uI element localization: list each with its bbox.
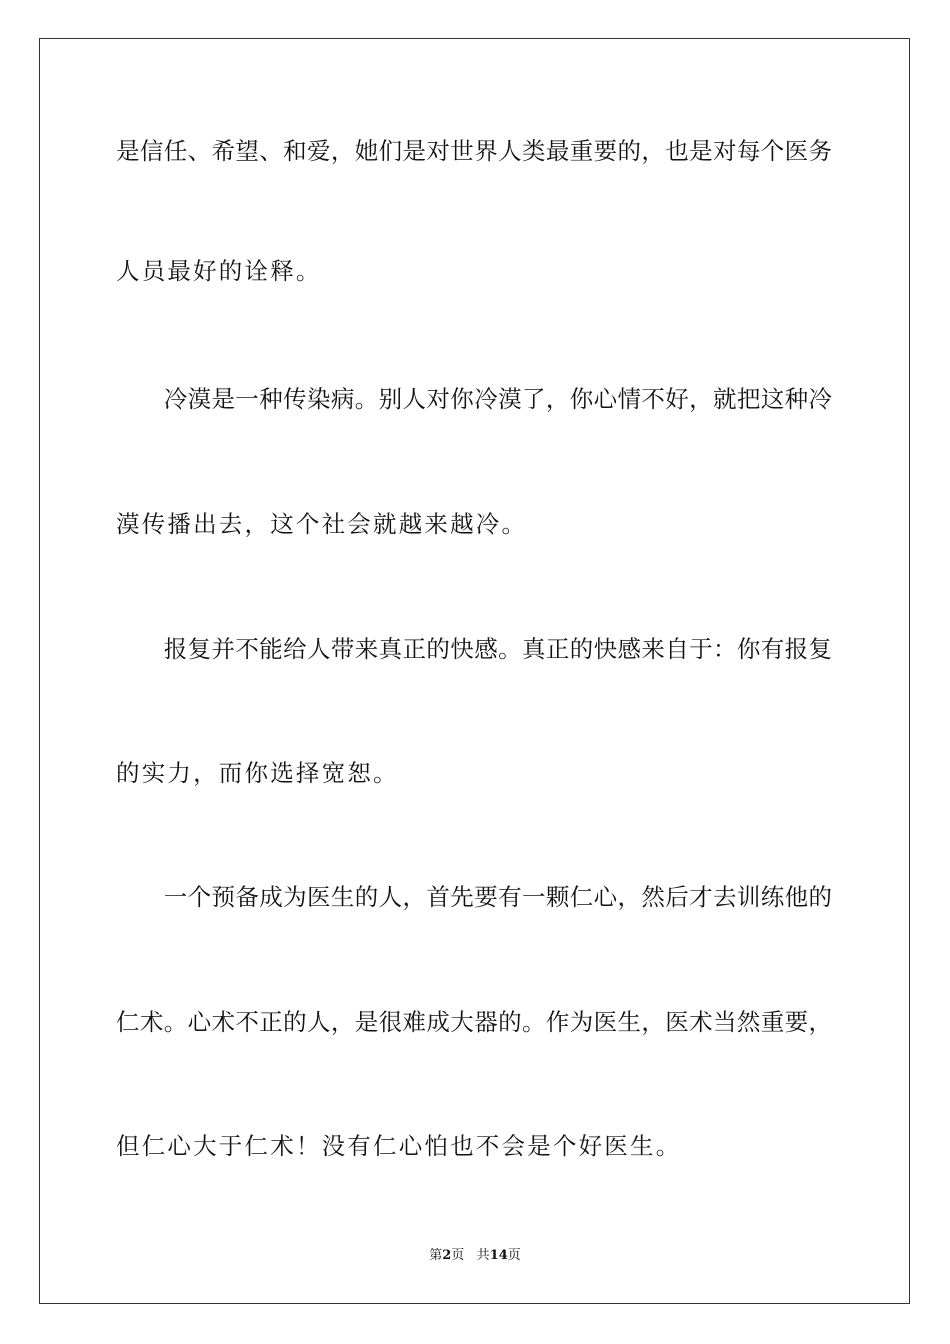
- text-line-2: 人员最好的诠释。: [116, 257, 322, 285]
- page-footer: [0, 1247, 950, 1265]
- footer-page-suffix: 页: [451, 1248, 465, 1263]
- text-line-1: 是信任、希望、和爱，她们是对世界人类最重要的，也是对每个医务: [116, 137, 832, 165]
- text-line-3: 冷漠是一种传染病。别人对你冷漠了，你心情不好，就把这种冷: [116, 385, 832, 413]
- text-line-8: 仁术。心术不正的人，是很难成大器的。作为医生，医术当然重要，: [116, 1008, 832, 1036]
- footer-page-prefix: 第: [429, 1248, 443, 1263]
- footer-total-pages: 14: [489, 1248, 508, 1263]
- footer-page-number: 2: [442, 1248, 452, 1263]
- text-line-9: 但仁心大于仁术！没有仁心怕也不会是个好医生。: [116, 1132, 682, 1160]
- text-line-4: 漠传播出去，这个社会就越来越冷。: [116, 510, 528, 538]
- text-line-6: 的实力，而你选择宽恕。: [116, 759, 399, 787]
- footer-total-prefix: 共: [476, 1248, 490, 1263]
- footer-total-suffix: 页: [507, 1248, 521, 1263]
- text-line-5: 报复并不能给人带来真正的快感。真正的快感来自于：你有报复: [116, 635, 832, 663]
- text-line-7: 一个预备成为医生的人，首先要有一颗仁心，然后才去训练他的: [116, 883, 832, 911]
- page-border: [39, 38, 910, 1304]
